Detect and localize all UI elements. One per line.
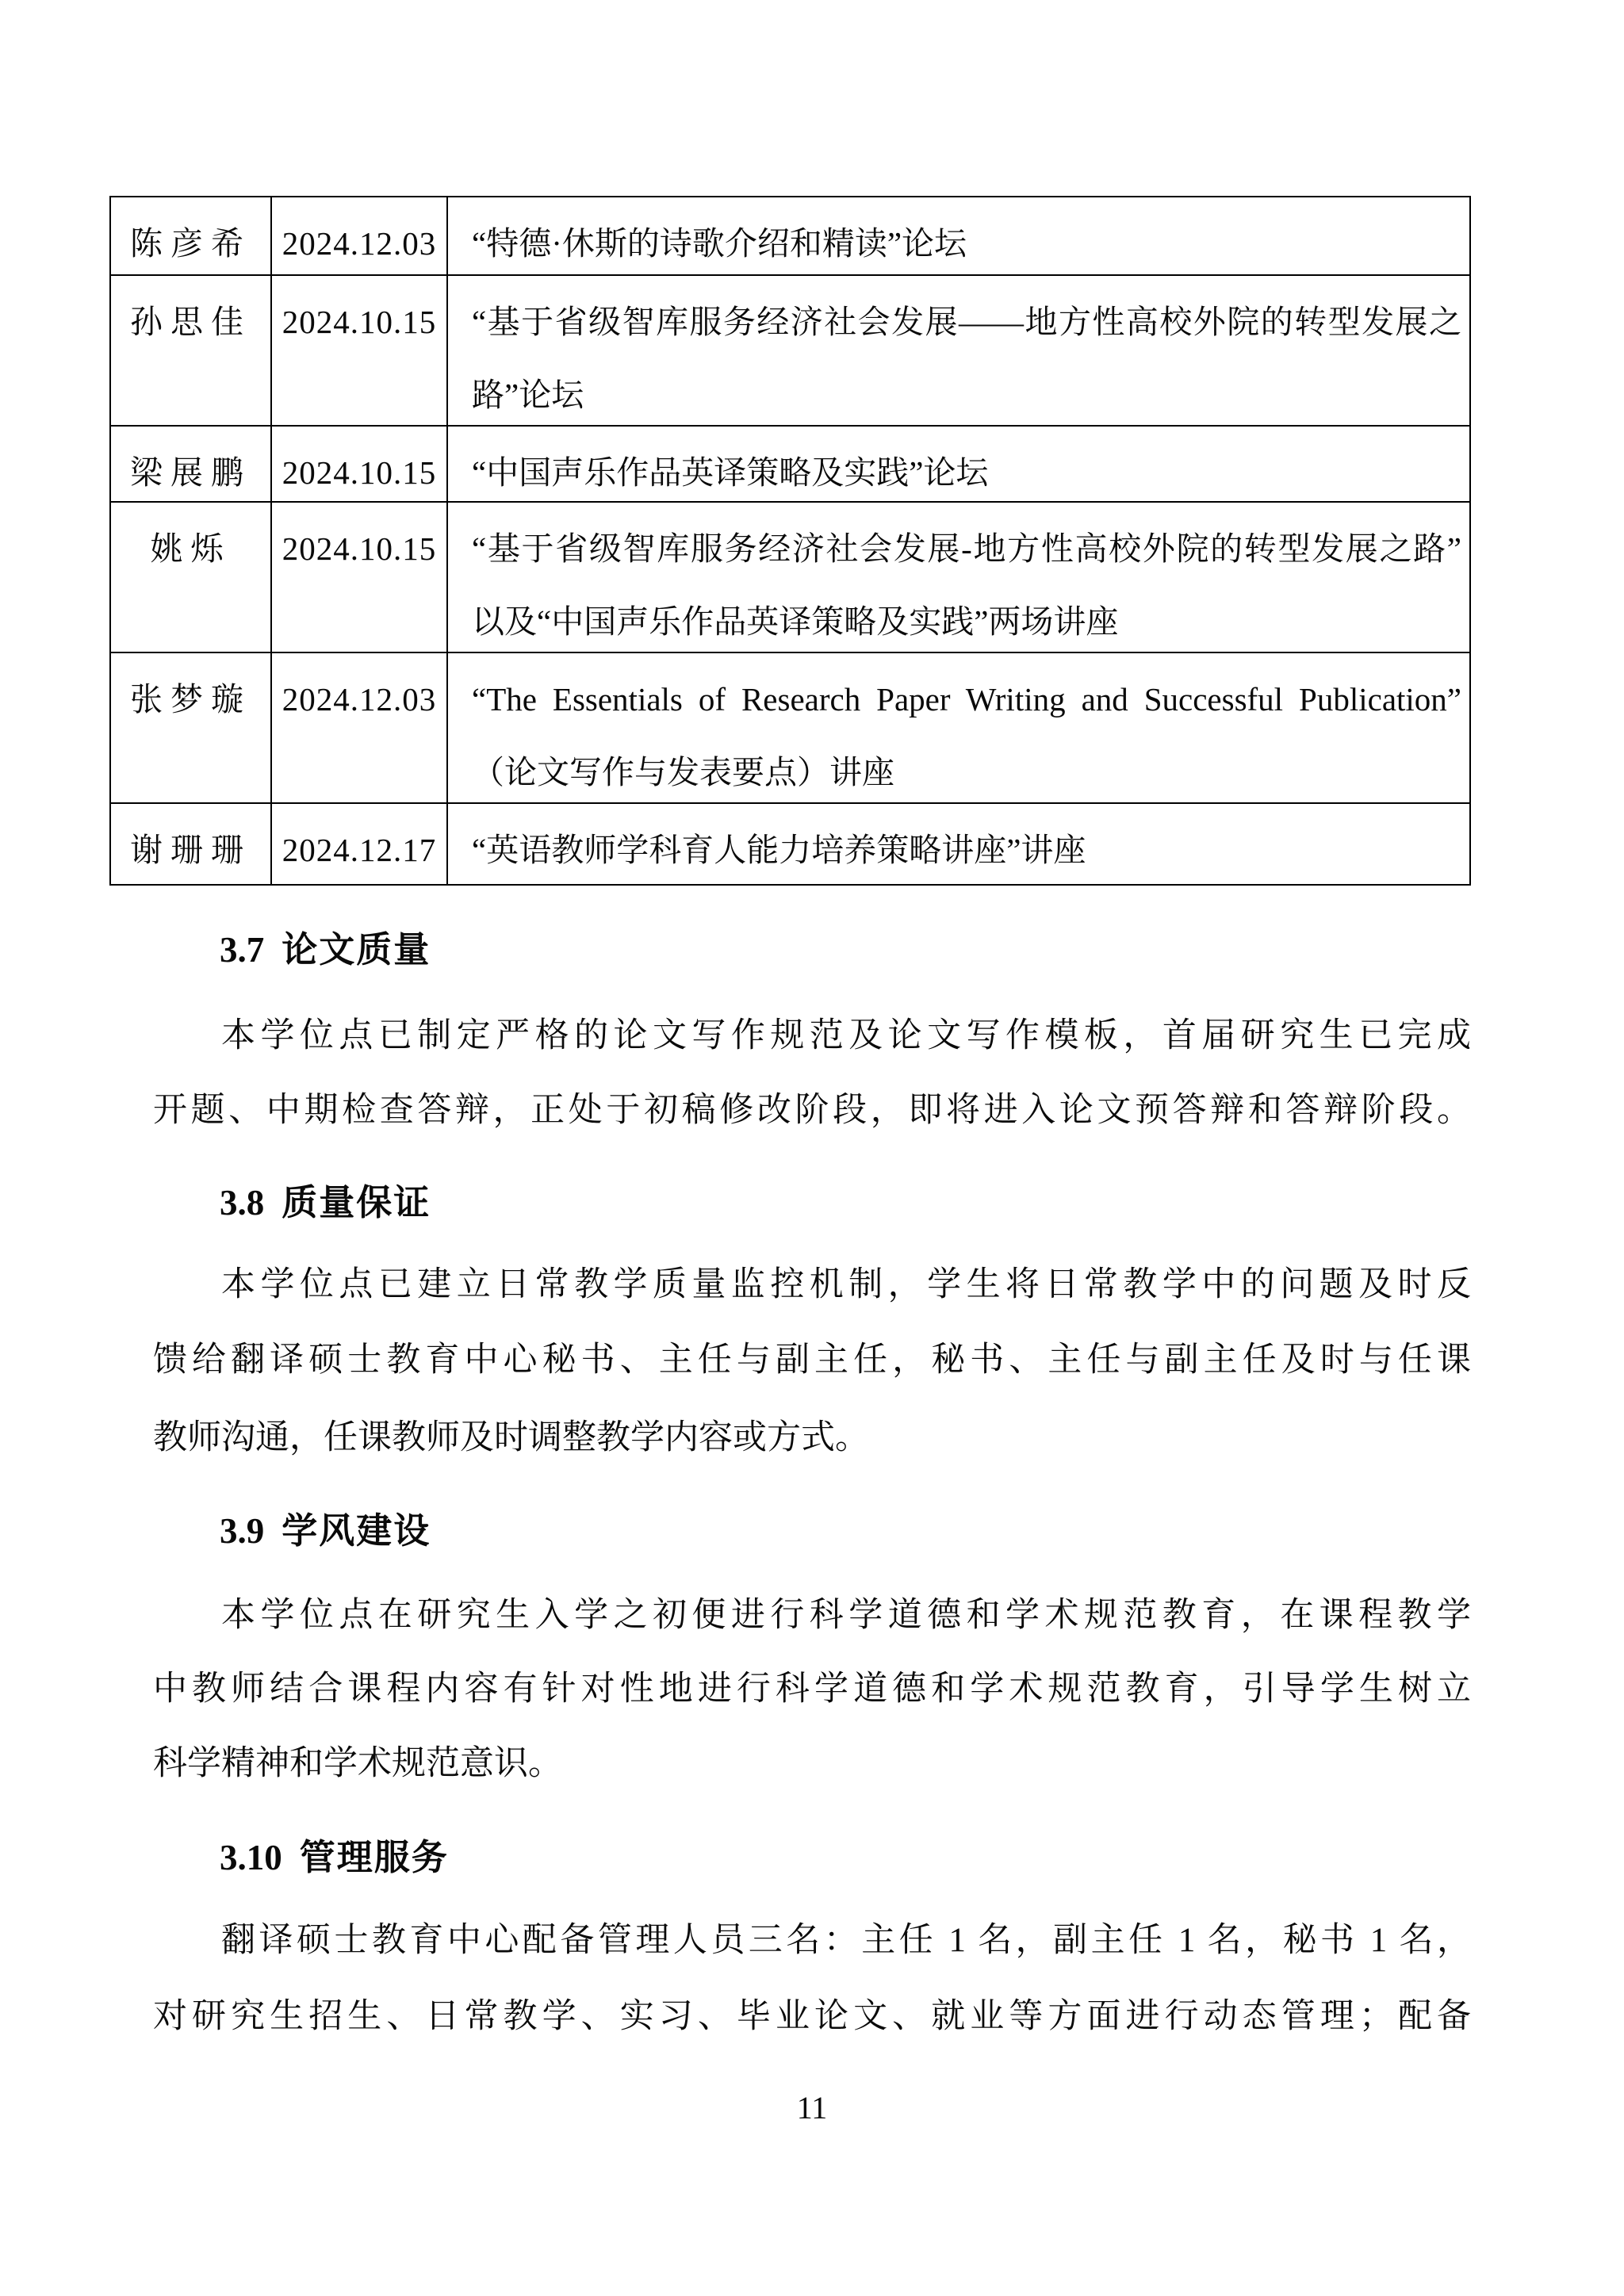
table-cell-date: 2024.12.17	[272, 804, 448, 884]
paragraph-line: 本学位点已建立日常教学质量监控机制，学生将日常教学中的问题及时反	[221, 1266, 1471, 1303]
section-title: 质量保证	[282, 1182, 431, 1223]
table-cell-date: 2024.12.03	[272, 653, 448, 804]
lectures-table	[109, 196, 1471, 886]
section-heading-3-10	[220, 1820, 449, 1896]
event-line: “英语教师学科育人能力培养策略讲座”讲座	[472, 832, 1086, 868]
paragraph-line: 教师沟通，任课教师及时调整教学内容或方式。	[153, 1419, 869, 1456]
table-cell-date: 2024.12.03	[272, 197, 448, 276]
table-cell-name: 谢珊珊	[111, 804, 272, 884]
table-cell-name: 梁展鹏	[111, 427, 272, 503]
table-cell-event	[448, 804, 1469, 884]
paragraph-line: 中教师结合课程内容有针对性地进行科学道德和学术规范教育，引导学生树立	[153, 1670, 1471, 1708]
event-line: “基于省级智库服务经济社会发展——地方性高校外院的转型发展之	[472, 304, 1461, 340]
table-cell-name: 孙思佳	[111, 276, 272, 427]
section-title: 论文质量	[282, 929, 431, 970]
table-cell-date: 2024.10.15	[272, 427, 448, 503]
page-number: 11	[796, 2090, 828, 2126]
event-line: “中国声乐作品英译策略及实践”论坛	[472, 454, 989, 491]
paragraph-line: 翻译硕士教育中心配备管理人员三名：主任 1 名，副主任 1 名，秘书 1 名，	[221, 1922, 1471, 1959]
table-cell-name: 张梦璇	[111, 653, 272, 804]
table-cell-event	[448, 427, 1469, 503]
paragraph-line: 对研究生招生、日常教学、实习、毕业论文、就业等方面进行动态管理；配备	[153, 1998, 1471, 2035]
section-number: 3.7	[220, 930, 265, 970]
section-heading-3-8	[220, 1165, 431, 1241]
paragraph-line: 本学位点在研究生入学之初便进行科学道德和学术规范教育，在课程教学	[221, 1597, 1471, 1634]
paragraph-line: 本学位点已制定严格的论文写作规范及论文写作模板，首届研究生已完成	[221, 1017, 1471, 1054]
paragraph-line: 开题、中期检查答辩，正处于初稿修改阶段，即将进入论文预答辩和答辩阶段。	[153, 1092, 1471, 1129]
event-line: （论文写作与发表要点）讲座	[472, 754, 894, 790]
table-cell-date: 2024.10.15	[272, 503, 448, 653]
event-line: 路”论坛	[472, 377, 584, 413]
paragraph-line: 科学精神和学术规范意识。	[153, 1745, 562, 1782]
section-heading-3-9	[220, 1493, 431, 1569]
section-number: 3.9	[220, 1511, 265, 1551]
event-line: “特德·休斯的诗歌介绍和精读”论坛	[472, 225, 967, 262]
event-line: “基于省级智库服务经济社会发展-地方性高校外院的转型发展之路”	[472, 530, 1461, 567]
section-title: 学风建设	[282, 1510, 431, 1551]
section-heading-3-7	[220, 912, 431, 988]
section-number: 3.8	[220, 1183, 265, 1223]
table-cell-date: 2024.10.15	[272, 276, 448, 427]
table-cell-name: 姚烁	[111, 503, 272, 653]
event-line: “The Essentials of Research Paper Writing and Successful Publication”	[472, 681, 1461, 718]
table-cell-event	[448, 197, 1469, 276]
section-number: 3.10	[220, 1838, 282, 1877]
table-cell-event	[448, 276, 1469, 427]
section-title: 管理服务	[299, 1837, 449, 1877]
paragraph-line: 馈给翻译硕士教育中心秘书、主任与副主任，秘书、主任与副主任及时与任课	[153, 1341, 1471, 1379]
table-cell-event	[448, 503, 1469, 653]
event-line: 以及“中国声乐作品英译策略及实践”两场讲座	[472, 603, 1119, 640]
table-cell-event	[448, 653, 1469, 804]
table-cell-name: 陈彦希	[111, 197, 272, 276]
